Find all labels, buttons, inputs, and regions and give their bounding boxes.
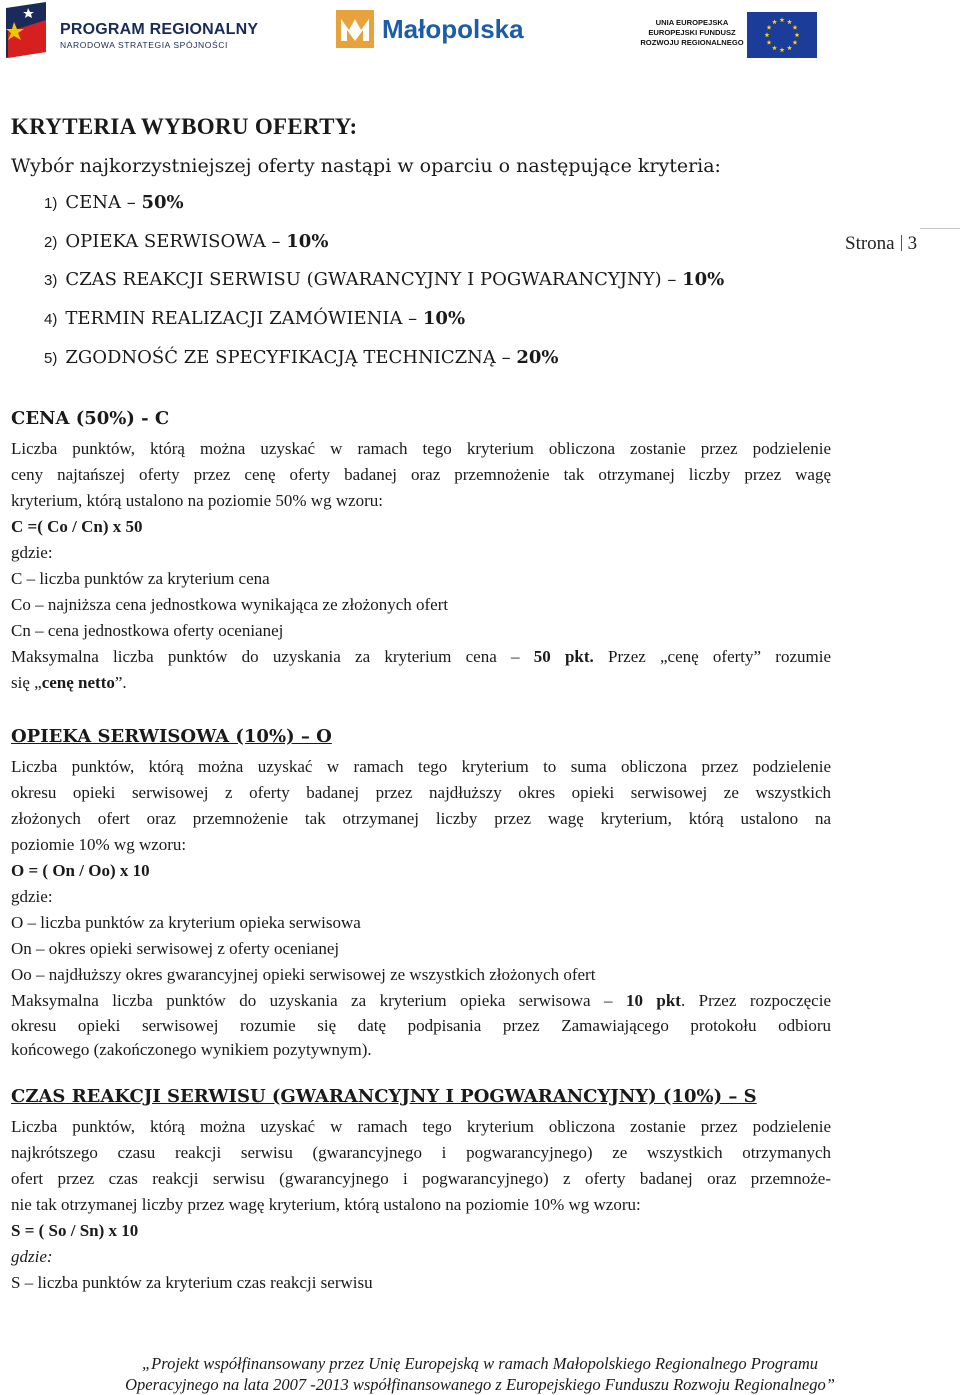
where-label: gdzie:	[11, 543, 53, 562]
max-points-text: Maksymalna liczba punktów do uzyskania za kryterium opieka serwisowa –	[11, 991, 626, 1010]
intro-text: Wybór najkorzystniejszej oferty nastąpi w oparciu o następujące kryteria:	[11, 155, 721, 177]
body-line: najkrótszego czasu reakcji serwisu (gwarancyjnego i pogwarancyjnego) ze wszystkich otrzymanych	[11, 1143, 831, 1162]
criteria-weight: 10%	[286, 231, 329, 252]
formula: O = ( On / Oo) x 10	[11, 861, 150, 880]
max-points-note: . Przez rozpoczęcie	[680, 991, 831, 1010]
max-points-value: 50 pkt.	[533, 647, 594, 666]
net-price-pre: się „	[11, 673, 42, 692]
where-label: gdzie:	[11, 887, 53, 906]
criteria-number: 2)	[44, 234, 58, 251]
section-heading-cena: CENA (50%) - C	[11, 408, 170, 429]
max-points-note: Przez „cenę oferty” rozumie	[593, 647, 831, 666]
max-points-line	[11, 644, 831, 670]
eu-label-line2: EUROPEJSKI FUNDUSZ	[648, 28, 736, 37]
body-line: okresu opieki serwisowej rozumie się datę podpisania przez Zamawiającego protokołu odbioru	[11, 1016, 831, 1035]
body-line: ofert przez czas reakcji serwisu (gwarancyjnego i pogwarancyjnego) z oferty badanej oraz przemnoże-	[11, 1169, 831, 1188]
section-body-opieka	[11, 754, 831, 1062]
criteria-label: TERMIN REALIZACJI ZAMÓWIENIA –	[65, 308, 423, 329]
body-line: złożonych ofert oraz przemnożenie tak otrzymanej liczby przez wagę kryterium, którą ustalono na	[11, 809, 831, 828]
body-line: ceny najtańszej oferty przez cenę oferty badanej oraz przemnożenie tak otrzymanej liczby przez wagę	[11, 465, 831, 484]
page-title: KRYTERIA WYBORU OFERTY:	[11, 114, 358, 139]
footer-line2: Operacyjnego na lata 2007 -2013 współfinansowanego z Europejskiego Funduszu Rozwoju Regionalnego”	[125, 1375, 835, 1394]
formula: C =( Co / Cn) x 50	[11, 517, 143, 536]
criteria-number: 5)	[44, 350, 58, 367]
max-points-text: Maksymalna liczba punktów do uzyskania za kryterium cena –	[11, 647, 534, 666]
section-body-cena	[11, 436, 831, 696]
body-line: nie tak otrzymanej liczby przez wagę kryterium, którą ustalono na poziomie 10% wg wzoru:	[11, 1195, 641, 1214]
net-price-line	[11, 670, 831, 696]
page-number-value: 3	[907, 233, 918, 254]
program-regionalny-logo	[6, 2, 259, 60]
criteria-number: 3)	[44, 272, 58, 289]
criteria-weight: 10%	[422, 308, 466, 329]
definition: C – liczba punktów za kryterium cena	[11, 569, 270, 588]
body-line: Liczba punktów, którą można uzyskać w ramach tego kryterium to suma obliczona przez podzielenie	[11, 757, 831, 776]
body-line: poziomie 10% wg wzoru:	[11, 835, 187, 854]
formula: S = ( So / Sn) x 10	[11, 1221, 139, 1240]
criteria-label: CENA –	[65, 192, 142, 213]
definition: O – liczba punktów za kryterium opieka serwisowa	[11, 913, 361, 932]
definition: Cn – cena jednostkowa oferty ocenianej	[11, 621, 284, 640]
page-number	[845, 233, 917, 255]
malopolska-emblem-icon	[336, 10, 374, 48]
section-heading-czas: CZAS REAKCJI SERWISU (GWARANCYJNY I POGWARANCYJNY) (10%) – S	[11, 1086, 757, 1107]
body-line: kryterium, którą ustalono na poziomie 50% wg wzoru:	[11, 491, 384, 510]
definition: Co – najniższa cena jednostkowa wynikająca ze złożonych ofert	[11, 595, 449, 614]
page-number-separator	[901, 235, 902, 251]
criteria-weight: 20%	[516, 347, 559, 368]
criteria-label: OPIEKA SERWISOWA –	[65, 231, 287, 252]
body-line: okresu opieki serwisowej z oferty badanej przez najdłuższy okres opieki serwisowej ze wszystkich	[11, 783, 831, 802]
definition: Oo – najdłuższy okres gwarancyjnej opieki serwisowej ze wszystkich złożonych ofert	[11, 965, 596, 984]
body-line: Liczba punktów, którą można uzyskać w ramach tego kryterium obliczona zostanie przez podzielenie	[11, 1117, 831, 1136]
max-points-line	[11, 988, 831, 1014]
criteria-item	[44, 308, 465, 329]
criteria-weight: 10%	[682, 269, 725, 290]
criteria-label: ZGODNOŚĆ ZE SPECYFIKACJĄ TECHNICZNĄ –	[65, 347, 517, 368]
definition: On – okres opieki serwisowej z oferty ocenianej	[11, 939, 340, 958]
criteria-item	[44, 231, 328, 252]
footer	[0, 1353, 960, 1395]
eu-logo	[640, 10, 818, 60]
section-body-czas	[11, 1114, 831, 1296]
net-price-term: cenę netto	[41, 673, 115, 692]
malopolska-logo	[336, 10, 536, 52]
body-line: końcowego (zakończonego wynikiem pozytywnym).	[11, 1040, 372, 1059]
eu-flag-icon	[747, 12, 817, 58]
max-points-value: 10 pkt	[625, 991, 681, 1010]
body-line: Liczba punktów, którą można uzyskać w ramach tego kryterium obliczona zostanie przez podzielenie	[11, 439, 831, 458]
criteria-label: CZAS REAKCJI SERWISU (GWARANCYJNY I POGWARANCYJNY) –	[65, 269, 683, 290]
program-title: PROGRAM REGIONALNY	[60, 21, 259, 38]
page-number-label: Strona	[845, 233, 895, 254]
eu-label-line1: UNIA EUROPEJSKA	[655, 18, 729, 27]
criteria-weight: 50%	[141, 192, 184, 213]
program-regionalny-flag-icon	[6, 2, 52, 58]
eu-label-line3: ROZWOJU REGIONALNEGO	[640, 38, 744, 47]
definition: S – liczba punktów za kryterium czas reakcji serwisu	[11, 1273, 373, 1292]
page-number-rule	[920, 228, 960, 229]
criteria-number: 1)	[44, 195, 58, 212]
criteria-item	[44, 192, 184, 213]
section-heading-opieka: OPIEKA SERWISOWA (10%) – O	[11, 726, 332, 747]
where-label: gdzie:	[11, 1247, 53, 1266]
region-name: Małopolska	[382, 14, 524, 44]
footer-line1: „Projekt współfinansowany przez Unię Europejską w ramach Małopolskiego Regionalnego Programu	[142, 1354, 818, 1373]
criteria-item	[44, 269, 724, 290]
criteria-item	[44, 347, 558, 368]
criteria-number: 4)	[44, 311, 58, 328]
program-subtitle: NARODOWA STRATEGIA SPÓJNOŚCI	[60, 40, 228, 50]
eu-label	[640, 18, 744, 48]
net-price-post: ”.	[114, 673, 127, 692]
